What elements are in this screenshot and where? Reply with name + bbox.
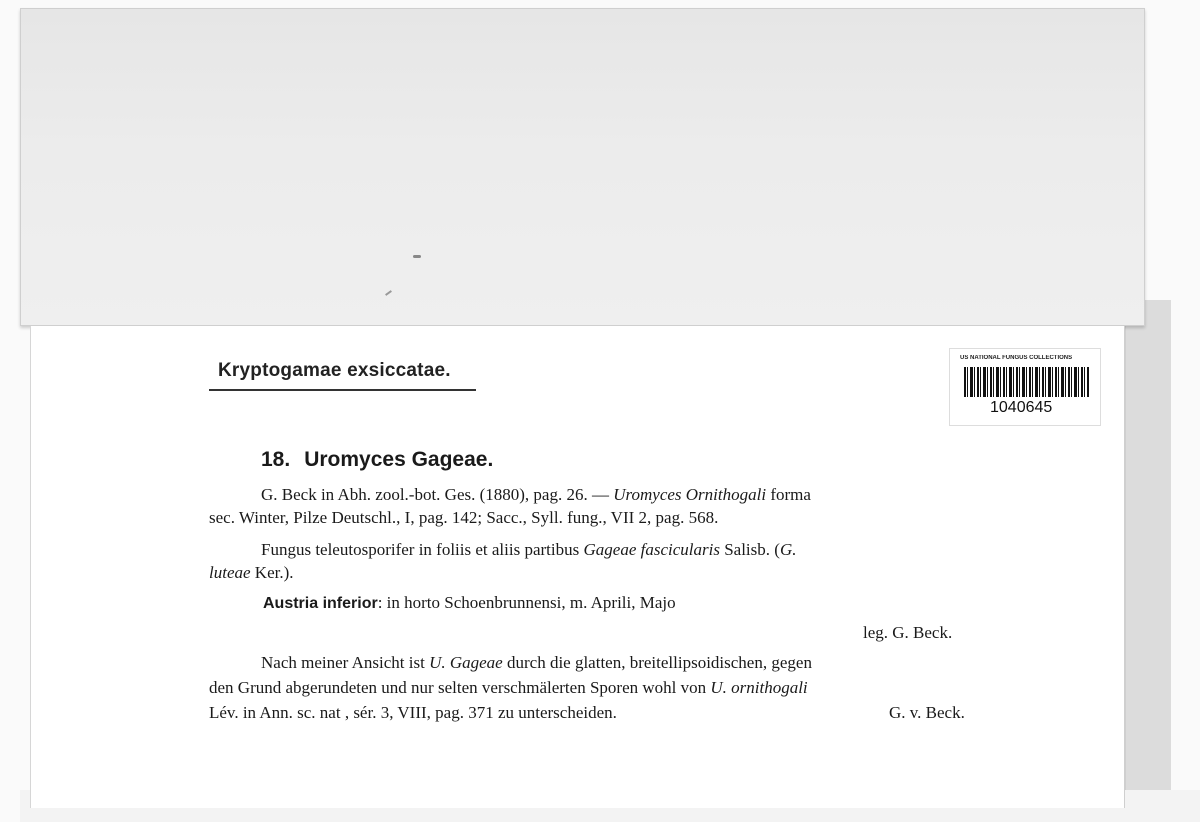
locality-region: Austria inferior — [263, 595, 378, 612]
species-title — [261, 448, 493, 472]
host-text: Fungus teleutosporifer in foliis et aliis partibus — [261, 540, 584, 559]
host-synonym-epithet: luteae — [209, 563, 251, 582]
barcode-sticker — [949, 348, 1101, 426]
note-taxon: U. Gageae — [429, 653, 503, 672]
host-line-2 — [209, 561, 294, 584]
note-line-3 — [209, 701, 965, 724]
citation-line-2: sec. Winter, Pilze Deutschl., I, pag. 142; Sacc., Syll. fung., VII 2, pag. 568. — [209, 508, 719, 527]
host-author: Salisb. ( — [719, 540, 780, 559]
paper-mark — [413, 255, 421, 258]
host-synonym-author: Ker.). — [250, 563, 294, 582]
envelope-flap — [20, 8, 1145, 326]
background-strip — [1125, 300, 1171, 790]
note-line-1 — [261, 651, 812, 674]
locality-text: : in horto Schoenbrunnensi, m. Aprili, Majo — [377, 593, 676, 612]
label-heading: Kryptogamae exsiccatae. — [218, 360, 451, 381]
note-tail: durch die glatten, breitellipsoidischen, gegen — [502, 653, 812, 672]
note-line-2 — [209, 676, 808, 699]
barcode-number: 1040645 — [990, 399, 1053, 416]
note-text: Nach meiner Ansicht ist — [261, 653, 430, 672]
specimen-label — [30, 326, 1125, 808]
note-signature: G. v. Beck. — [889, 703, 965, 722]
note-text: Lév. in Ann. sc. nat , sér. 3, VIII, pag. 371 zu unterscheiden. — [209, 703, 617, 722]
host-taxon: Gageae fascicularis — [583, 540, 720, 559]
citation-taxon: Uromyces Ornithogali — [613, 485, 767, 504]
citation-text: G. Beck in Abh. zool.-bot. Ges. (1880), pag. 26. — — [261, 485, 614, 504]
species-number: 18. — [261, 448, 291, 471]
species-name: Uromyces Gageae. — [304, 448, 494, 471]
host-line-1 — [261, 538, 796, 561]
locality-line — [263, 591, 676, 615]
heading-underline — [209, 389, 476, 391]
paper-mark — [385, 290, 392, 296]
host-synonym-genus: G. — [779, 540, 797, 559]
barcode-bars — [964, 367, 1089, 397]
collector-line: leg. G. Beck. — [863, 623, 953, 642]
barcode-caption: US NATIONAL FUNGUS COLLECTIONS — [960, 355, 1073, 361]
citation-line-1 — [261, 483, 811, 506]
citation-tail: forma — [766, 485, 811, 504]
note-taxon: U. ornithogali — [710, 678, 808, 697]
note-text: den Grund abgerundeten und nur selten verschmälerten Sporen wohl von — [209, 678, 711, 697]
